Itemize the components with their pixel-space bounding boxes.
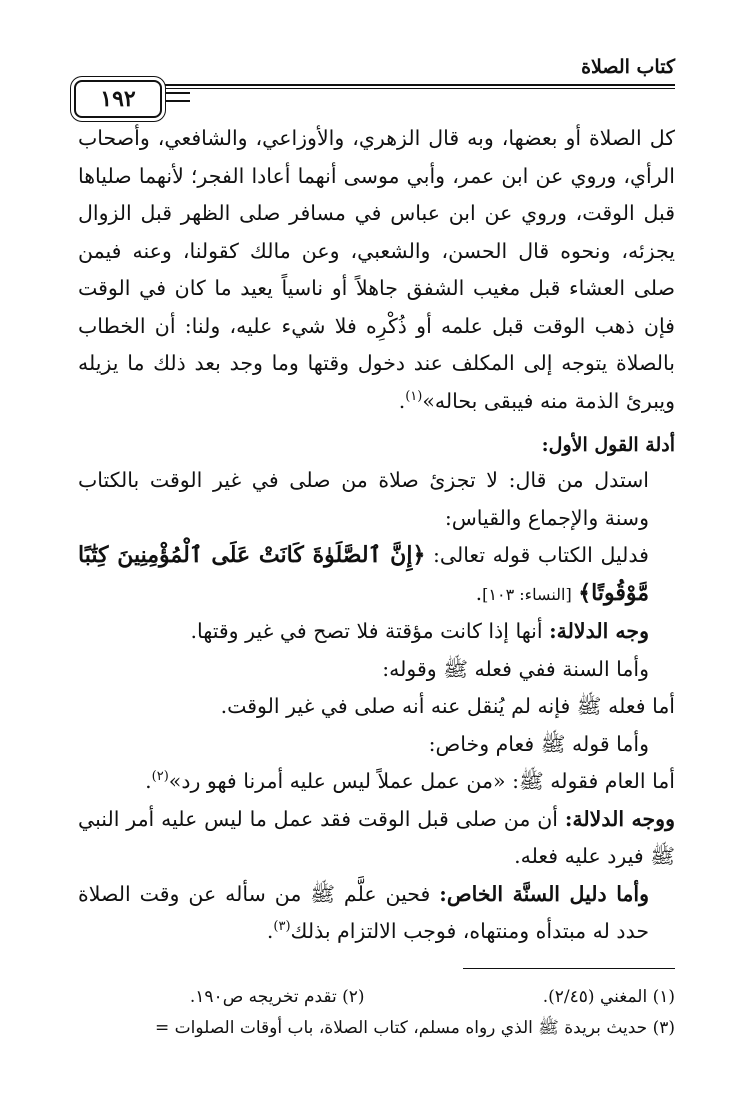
page-number-ornament (164, 92, 190, 102)
footnote-ref-3: (٣) (273, 919, 291, 935)
general-end: . (145, 769, 152, 793)
footnote-3: (٣) حديث بريدة ﷺ الذي رواه مسلم، كتاب الصلاة، باب أوقات الصلوات = (155, 1018, 675, 1038)
paragraph-3 (78, 537, 675, 613)
header-rule-thin (78, 88, 675, 89)
header-rule (78, 84, 675, 86)
evidence-text-2: أن من صلى قبل الوقت فقد عمل ما ليس عليه أمر النبي ﷺ فيرد عليه فعله. (78, 806, 675, 868)
footnote-2: (٢) تقدم تخريجه ص١٩٠. (189, 987, 365, 1007)
footnote-row-1 (78, 982, 675, 1013)
evidence-2 (78, 801, 675, 876)
specific-label: وأما دليل السنَّة الخاص: (439, 881, 650, 906)
general-line (78, 763, 675, 801)
saying-line: وأما قوله ﷺ فعام وخاص: (428, 731, 649, 756)
quran-intro: فدليل الكتاب قوله تعالى: (425, 543, 649, 567)
evidence-label-1: وجه الدلالة: (549, 619, 649, 643)
evidence-label-2: ووجه الدلالة: (564, 806, 675, 831)
quran-verse: ﴿إِنَّ ٱلصَّلَوٰةَ كَانَتْ عَلَى ٱلْمُؤْمِنِينَ كِتَٰبًا مَّوْقُوتًا﴾ (78, 542, 649, 606)
footnote-1: (١) المغني (٢/٤٥). (542, 987, 675, 1007)
action-line: أما فعله ﷺ فإنه لم يُنقل عنه أنه صلى في غير الوقت. (220, 694, 675, 718)
evidence-1 (78, 613, 675, 651)
footnote-ref-2: (٢) (151, 769, 169, 785)
paragraph-1-text: كل الصلاة أو بعضها، وبه قال الزهري، والأوزاعي، والشافعي، وأصحاب الرأي، وروي عن ابن عمر، وأبي موسى أنهما أعادا الفجر؛ لأنهما صلياها قبل الوقت، وروي عن ابن عباس في مسافر صلى الظهر قبل الزوال يجزئه، ونحوه قال الحسن، والشعبي، وعن مالك كقولنا، وعنه فيمن صلى العشاء قبل مغيب الشفق جاهلاً أو ناسياً يعيد ما كان في الوقت فإن ذهب الوقت قبل علمه أو ذُكْرِه فلا شيء عليه، ولنا: أن الخطاب بالصلاة يتوجه إلى المكلف عند دخول وقتها وما وجد بعد ذلك ما يزيله ويبرئ الذمة منه فيبقى بحاله» (78, 126, 675, 413)
paragraph-1 (78, 120, 675, 420)
paragraph-2: استدل من قال: لا تجزئ صلاة من صلى في غير الوقت بالكتاب وسنة والإجماع والقياس: (78, 468, 649, 530)
specific-end: . (266, 919, 274, 943)
footnotes (78, 982, 675, 1044)
page-number: ١٩٢ (74, 80, 162, 118)
general-text: أما العام فقوله ﷺ: «من عمل عملاً ليس عليه أمرنا فهو رد» (168, 769, 675, 793)
footnote-ref-1: (١) (405, 388, 423, 404)
quran-reference-end: . (475, 580, 483, 605)
quran-reference: [النساء: ١٠٣] (482, 584, 572, 604)
running-title: كتاب الصلاة (581, 56, 675, 78)
sunnah-line: وأما السنة ففي فعله ﷺ وقوله: (382, 656, 649, 681)
paragraph-1-end: . (398, 388, 406, 413)
main-text (78, 120, 675, 951)
specific-evidence (78, 876, 675, 951)
specific-text: فحين علَّم ﷺ من سأله عن وقت الصلاة حدد له مبتدأه ومنتهاه، فوجب الالتزام بذلك (78, 881, 649, 943)
footnote-rule (463, 968, 675, 969)
evidence-text-1: أنها إذا كانت مؤقتة فلا تصح في غير وقتها. (190, 619, 550, 643)
section-heading: أدلة القول الأول: (541, 434, 675, 456)
